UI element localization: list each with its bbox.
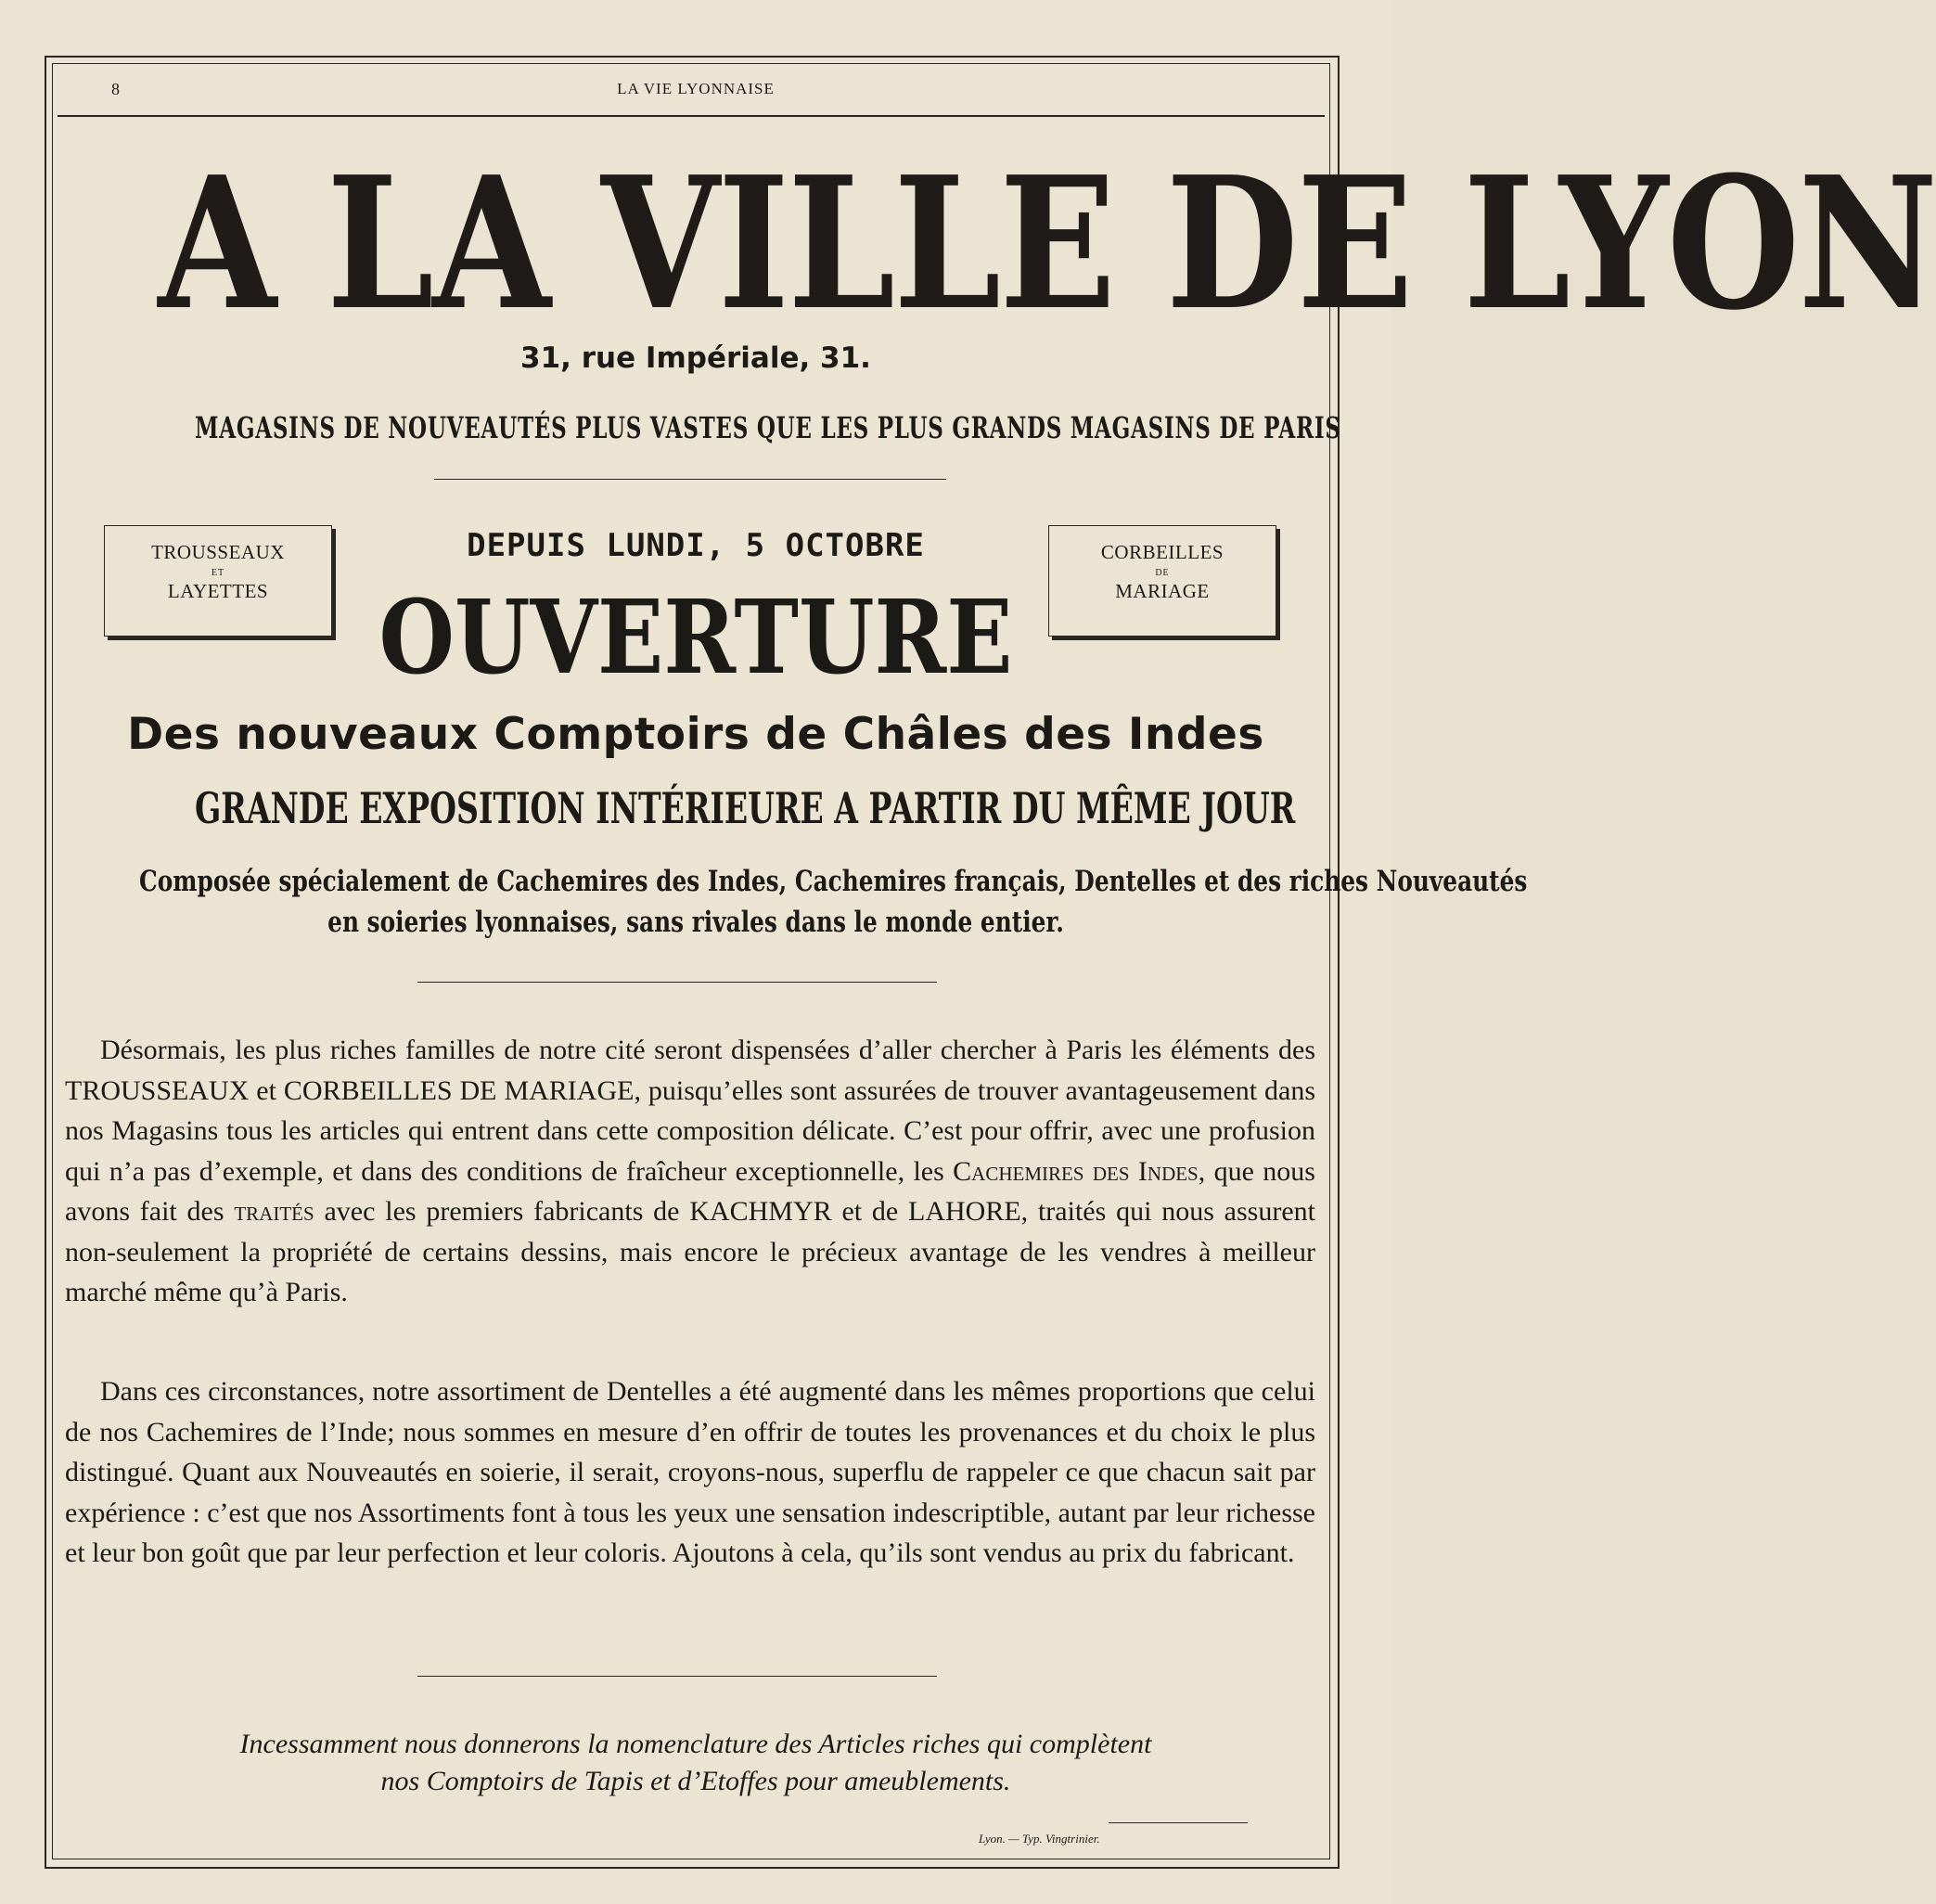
p1-text: Désormais, les plus riches familles de notre cité seront dispensées d’aller chercher à Paris les éléments des [100,1035,1315,1065]
comptoirs-heading: Des nouveaux Comptoirs de Châles des Indes [127,709,1264,760]
box-trousseaux-line2: ET [211,568,225,578]
p1-text: , puisqu’elles sont assurées de trouver avantageusement dans nos Magasins tous les articles qui entrent dans cette composition délicate. C’est pour offrir, avec une profusion qui n’a pas d’exemple, et dans des conditions de fraîcheur exceptionnelle, les [65,1074,1316,1187]
box-corbeilles-line2: DE [1155,568,1170,578]
printer-credit: Lyon. — Typ. Vingtrinier. [979,1832,1100,1846]
composee-line1: Composée spécialement de Cachemires des Indes, Cachemires français, Dentelles et des riches Nouveautés [139,865,1528,898]
p1-text: avec les premiers fabricants de [314,1196,690,1227]
p1-trousseaux: TROUSSEAUX [65,1074,250,1106]
paragraph-2 [65,1371,1315,1574]
box-trousseaux-line1: TROUSSEAUX [151,541,285,563]
p1-corbeilles: CORBEILLES DE MARIAGE [283,1074,635,1106]
paragraph-2-text: Dans ces circonstances, notre assortiment de Dentelles a été augmenté dans les mêmes proportions que celui de nos Cachemires de l’Inde; nous sommes en mesure d’en offrir de toutes les provenances et du choix le plus distingué. Quant aux Nouveautés en soierie, il serait, croyons-nous, superflu de rappeler ce que chacun sait par expérience : c’est que nos Assortiments font à tous les yeux une sensation indescriptible, autant par leur richesse et leur bon goût que par leur perfection et leur coloris. Ajoutons à cela, qu’ils sont vendus au prix du fabricant. [65,1376,1315,1568]
p1-text: et de [831,1196,909,1227]
p1-kachmyr: KACHMYR [689,1196,832,1227]
box-corbeilles-line3: MARIAGE [1115,580,1210,602]
p1-text: , traités qui nous assurent non-seulement la propriété de certains dessins, mais encore le précieux avantage de les vendres à meilleur marché même qu’à Paris. [65,1196,1315,1307]
printer-rule [1109,1822,1248,1823]
paragraph-1 [65,1030,1315,1313]
composee-text [139,861,1528,943]
p1-text: , que nous avons fait des [65,1155,1315,1227]
date-line: DEPUIS LUNDI, 5 OCTOBRE [467,527,925,564]
p1-lahore: LAHORE [908,1196,1021,1227]
header-rule [58,115,1325,117]
ad-title: A LA VILLE DE LYON [158,137,1936,351]
divider-rule [417,1676,937,1677]
exposition-heading: GRANDE EXPOSITION INTÉRIEURE A PARTIR DU MÊME JOUR [195,783,1296,833]
ad-tagline: MAGASINS DE NOUVEAUTÉS PLUS VASTES QUE LES PLUS GRANDS MAGASINS DE PARIS [195,410,1341,445]
box-trousseaux-line3: LAYETTES [167,580,269,602]
p1-cachemires: Cachemires des Indes [953,1155,1199,1187]
divider-rule [434,479,946,480]
running-head: LA VIE LYONNAISE [617,80,775,97]
closing-line2: nos Comptoirs de Tapis et d’Etoffes pour ameublements. [380,1766,1011,1796]
closing-note [0,1726,1391,1800]
closing-line1: Incessamment nous donnerons la nomenclature des Articles riches qui complètent [239,1729,1152,1759]
ad-address: 31, rue Impériale, 31. [520,341,871,375]
p1-traites: traités [234,1196,314,1227]
divider-rule [417,982,937,983]
page-number: 8 [111,80,120,98]
ouverture-heading: OUVERTURE [378,577,1013,697]
box-corbeilles-line1: CORBEILLES [1100,541,1224,563]
composee-line2: en soieries lyonnaises, sans rivales dans le monde entier. [327,906,1064,939]
p1-text: et [249,1074,284,1106]
